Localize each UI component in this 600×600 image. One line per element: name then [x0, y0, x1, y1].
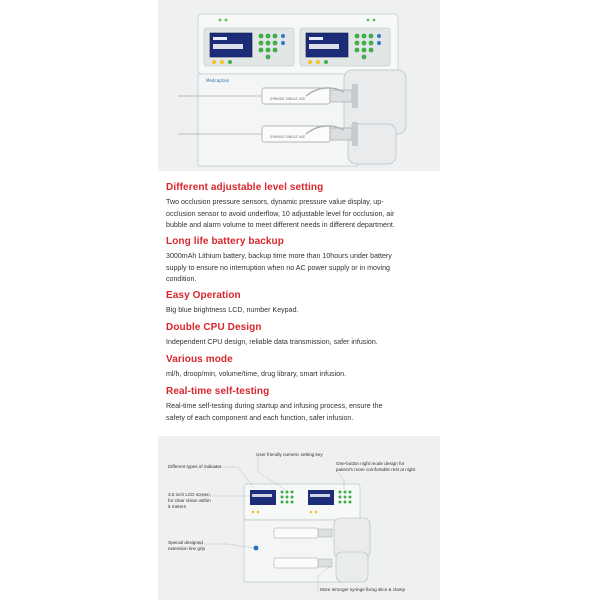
callout-keypad: [256, 452, 323, 458]
feature-self-testing: [166, 385, 382, 424]
feature-line: condition.: [166, 275, 197, 283]
feature-battery: [166, 235, 392, 286]
callout-text: 3.5 inch LCD screen: [168, 492, 210, 497]
feature-line: occlusion sensor to avoid underflow, 10 adjustable level for occlusion, air: [166, 209, 395, 218]
feature-double-cpu: [166, 321, 378, 349]
feature-occlusion: [166, 181, 395, 232]
callout-night-mode: [336, 461, 415, 473]
feature-line: 3000mAh Lithium battery, backup time more than 10hours under battery: [166, 252, 392, 260]
feature-line: supply to ensure no interruption when no AC power supply or in moving: [166, 263, 390, 272]
feature-heading: Different adjustable level setting: [166, 182, 324, 193]
annotated-device-diagram: [158, 436, 440, 600]
product-hero-image: [158, 0, 440, 171]
feature-line: Big blue brightness LCD, number Keypad.: [166, 306, 299, 314]
feature-heading: Various mode: [166, 354, 233, 365]
callout-indicator: [168, 464, 221, 470]
feature-line: ml/h, droop/min, volume/time, drug library, smart infusion.: [166, 370, 347, 378]
callout-text: One-button night mode design for: [336, 461, 405, 466]
feature-line: bubble and alarm volume to meet different needs in different department.: [166, 221, 395, 229]
callout-text: Different types of indicator: [168, 464, 222, 469]
callout-text: for clear vision within: [168, 498, 211, 503]
callout-text: 5 meters: [168, 504, 186, 509]
feature-easy-operation: [166, 289, 299, 317]
callout-text: patient's more comfortable rest at night: [336, 467, 416, 472]
feature-line: Real-time self-testing during startup and infusing process, ensure the: [166, 402, 383, 410]
device-brand: Medcaptain: [206, 78, 230, 83]
syringe-label-2: SYRINGE SINGLE USE: [270, 135, 306, 139]
feature-line: Independent CPU design, reliable data transmission, safer infusion.: [166, 338, 378, 346]
feature-heading: Long life battery backup: [166, 236, 284, 247]
callout-lcd: [168, 492, 211, 510]
callout-text: extension line grip: [168, 546, 206, 551]
feature-heading: Easy Operation: [166, 290, 241, 301]
syringe-label-1: SYRINGE SINGLE USE: [270, 97, 306, 101]
feature-line: Two occlusion pressure sensors, dynamic pressure value display, up-: [166, 198, 384, 206]
callout-text: More stronger syringe fixing slice & clamp: [320, 587, 406, 592]
feature-heading: Double CPU Design: [166, 322, 262, 333]
feature-line: safety of each component and each function, safer infusion.: [166, 413, 354, 422]
callout-text: User friendly numeric setting key: [256, 452, 323, 457]
feature-heading: Real-time self-testing: [166, 386, 270, 397]
callout-clamp: [320, 587, 405, 593]
callout-line-grip: [168, 540, 205, 552]
feature-various-mode: [166, 353, 346, 381]
callout-text: Special designed: [168, 540, 203, 545]
